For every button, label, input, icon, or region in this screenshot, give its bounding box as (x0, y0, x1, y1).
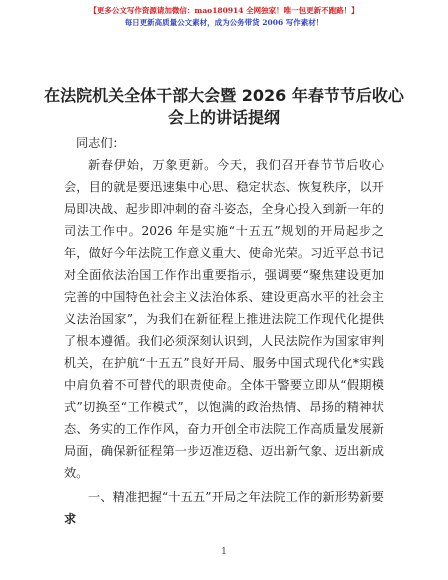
banner-line-1: 【更多公文写作资源请加微信：mao180914 全网独家！唯一包更新不跑路！】 (89, 6, 359, 15)
section-heading-1 (64, 486, 384, 530)
section-heading-1-tail: 求 (64, 512, 77, 526)
section-heading-1-text: 一、精准把握“十五五”开局之年法院工作的新形势新要 (88, 490, 384, 504)
document-title: 在法院机关全体干部大会暨 2026 年春节节后收心会上的讲话提纲 (44, 86, 404, 127)
page-number: 1 (221, 547, 227, 557)
banner-line-2: 每日更新高质量公文素材，成为公务带货 2006 写作素材！ (124, 18, 324, 27)
body-paragraph: 新春伊始，万象更新。今天，我们召开春节节后收心会，目的就是要迅速集中心思、稳定状态、恢复秩序，以开局即决战、起步即冲刺的奋斗姿态，全身心投入到新一年的司法工作中。2026 年是实施“十五五”规划的开局起步之年，做好今年法院工作意义重大、使命光荣。习近平总书记对全面依法治国工作作出重要指示，强调要“聚焦建设更加完善的中国特色社会主义法治体系、建设更高水平的社会主义法治国家”，为我们在新征程上推进法院工作现代化提供了根本遵循。我们必须深刻认识到，人民法院作为国家审判机关，在护航“十五五”良好开局、服务中国式现代化*实践中肩负着不可替代的职责使命。全体干警要立即从“假期模式”切换至“工作模式”，以饱满的政治热情、昂扬的精神状态、务实的工作作风，奋力开创全市法院工作高质量发展新局面，确保新征程第一步迈准迈稳、迈出新气象、迈出新成效。 (64, 158, 384, 480)
salutation: 同志们： (76, 136, 125, 150)
header-banner (0, 5, 448, 29)
document-body (64, 132, 384, 530)
